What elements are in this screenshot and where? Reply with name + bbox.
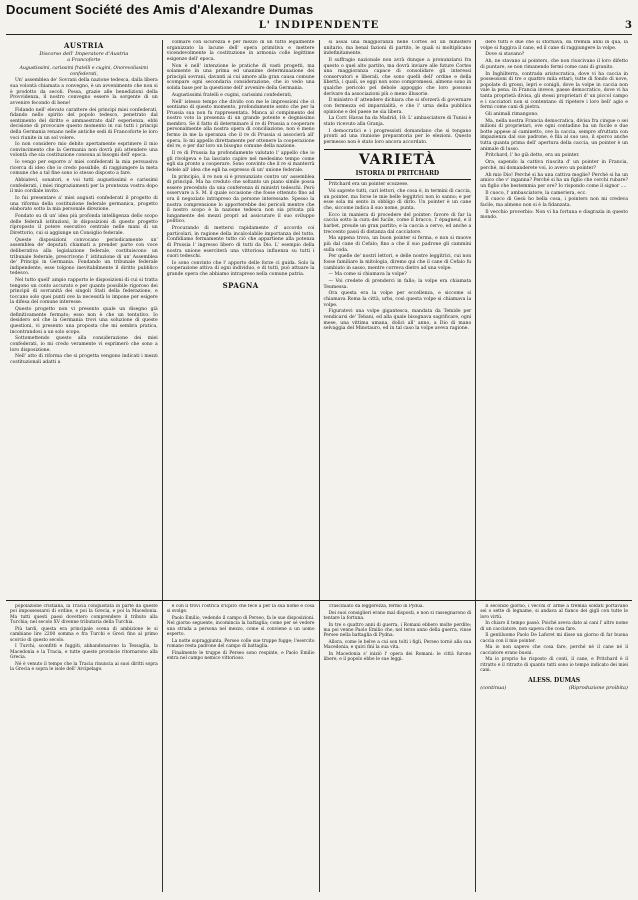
paragraph: I Turchi, sconfitti e fuggiti, abbandonarono la Tessaglia, la Macedonia e la Tracia, e tutte queste provincie ritornarono alla Grecia.	[10, 644, 158, 661]
lower-columns	[6, 600, 632, 892]
paragraph: Né è venuto il tempo che la Tracia rinuncia ai suoi diritti sopra la Grecia e sopra le isole dell' Arcipelago.	[10, 661, 158, 673]
paragraph: Gli animali rimangono.	[485, 111, 539, 117]
paragraph: colmare con sicurezza e per mezzo di un tutto legalmente organizzato la lacune dell' opera primitiva e mettere vicendevolmente la costituzione in armonia colle legittime esigenze dell' epoca.	[166, 40, 315, 62]
paragraph: Augustissimi fratelli e cugini, carissimi confederati,	[171, 92, 293, 98]
austria-place: a Francoforte	[67, 58, 101, 63]
paragraph: Io non considero mio debito apertamente esprimere il mio convincimento che la Germania non dovrà più attendere una volontà che sia costituzione consona ai bisogni dell' epoca.	[10, 142, 158, 159]
paragraph: Pritchard, l' ho già detto, era un pointer.	[485, 153, 580, 159]
paragraph: Nell' atto di riforma che si progetta vengono indicati i mezzi costituzionali adatti a	[10, 354, 158, 365]
paragraph: popolazione cristiana, la Tracia conquistata in parte da queste poi impossessarsi di ordine, e poi la Grecia, e poi la Macedonia. Ma tutti questi paesi dovettero comprendere il tributo alla Turchia; nel secolo XV divenne tributaria della Turchia.	[10, 604, 158, 626]
paragraph: Voi saprete tutti, cari lettori, che cosa è, in termini di caccia, un pointer, ma forse le mie belle leggitrici non lo sanno; e per esse sola mi sento in obbligo di dirlo. Un pointer è un cane che, siccome indica il suo nome, punta.	[323, 189, 472, 211]
paragraph: Allora, come le belve a cui son tolti i figli, Perseo tornò alla sua Macedonia, e quivi finì la sua vita.	[323, 640, 472, 651]
paragraph: Ma appena trova, un buon pointer si ferma, e non si muove più dal cane di Cefalo; fino a che il suo padrone gli cammini sulla coda.	[323, 236, 472, 253]
paragraph: Il secondo giorno, i vecchi d' arme a tremila soldati portavano sei o sette di legname, si andava al fianco dei gigli con tutte le loro virtù.	[480, 604, 628, 620]
paragraph: Ecco in maniera di procedere del pointer: favore di far la caccia sotto la cura del fucile, come il bracco, l' épagneul, e il barbet, preude un gran partito; e la caccia a cervo, ed anche a treccento passi di distanza dal cacciatore.	[323, 212, 472, 235]
lower-column-1-body	[10, 604, 158, 672]
paragraph: Trasciniato da leggerezza, fermo in Pydua.	[328, 604, 424, 609]
paragraph: dere tutti e due che si stornava, da tremila anni in qua, la volpe si fuggiva il cane, ed il cane di raggiungere la volpe.	[480, 40, 628, 51]
paragraph: Non è nell' intenzione le pratiche di vasti progetti, ma solamente in una prima ed unanime determinazione dei principii sovrani, davanti ai cui amore alla gran causa comune scompare ogni secondaria considerazione, che io vedo una solida base per la questione dell' avvenire della Germania.	[166, 63, 315, 91]
lower-column-4-body	[480, 604, 628, 674]
paragraph: In tre o quattro anni di guerra, i Romani ebbero molte perdite; ma poi venne Paolo Emilio che, nel terzo anno della guerra, vinse Perseo nella battaglia di Pydna.	[323, 622, 472, 639]
masthead	[6, 20, 632, 35]
paragraph: Il re di Prussia ha profondamente valutato l' appello che io gli rivolgeva e ha lasciato capire nel medesimo tempo come egli sia pronto a cooperare. Sono convinto che il re si manterrà fedele all' idea che egli ha espresso di un' unione federale.	[166, 151, 315, 173]
column-1-body	[10, 78, 158, 365]
lower-column-2	[163, 604, 320, 892]
paragraph: Fondato su di un' idea più profonda intelligenza dello scopo delle federali istituzioni, lo disposizioni di questo progetto riproposto il potere esecutivo centrale nelle mani di un Direttorio, cui si aggiunge un Consiglio federale.	[10, 214, 158, 236]
austria-subtitle: Discorso dell' Imperatore d'Austria	[39, 51, 129, 57]
paragraph: Questo progetto non vi presento quale un disegno già definitivamente fermato; esso non è che un tentativo. Io desidero sol che la Germania trovi una soluzione di queste questioni, vi presento una proposta che mi sembra pratica, incontrandosi a un solo scopo.	[10, 307, 158, 335]
paragraph: Io vengo per esporre a' miei confederati la mia persuasiva ricerca di ideo che io credo possibile, di raggiungere la meta comune che a tal fine sono io stesso disposto a fare.	[10, 160, 158, 177]
column-3-body	[324, 40, 472, 145]
lower-column-3-body	[324, 604, 472, 663]
paragraph: Procurando di mettersi rapidamente d' accordo coi particolari, in ragione della incalcolabile importanza del tutto. Confidiamo fermamente tutto ciò che appartiene alla potenza di Prussia l' ingresso libero di tutti da Dio. L' esempio della nostra unione eserciterà una vittoriosa influenza su tutti i cuori tedeschi.	[166, 226, 315, 260]
paragraph: e con il trovi l'ostrica d'Epiro che fece a per la sua nome e cosa si svolge.	[166, 604, 315, 615]
newspaper-title: L' INDIPENDENTE	[258, 20, 380, 31]
paragraph: La Corr. Havas ha da Madrid, 18: L' ambasciatore di Tunisi è stato ricevuto alla Granja.	[323, 116, 472, 127]
column-3-story	[324, 182, 472, 331]
paragraph: Ma io proprio ho risposto di conti, il cane, e Pritchard è il ritratto e il ritratto di quanto tutti sono io tempo indicato dei miei cani.	[480, 657, 628, 674]
varieta-header	[324, 149, 472, 180]
paragraph: Sottomettendo questo alla considerazione dei miei confederati, io mi credo veramente vi esprimerò che sono a loro disposizione.	[10, 336, 158, 353]
paragraph: Ma io non sapevo che cosa fare, perché né il cane né il cacciatore erano buoni.	[480, 645, 628, 656]
paragraph: Un' assemblea de' Sovrani della nazione tedesca, dalla libera sua volontà chiamata a convegno, è un avvenimento che non si è prodotto da secoli. Possa, grazie alle benedizioni della Provvidenza, il nostro convegno essere la sorgente di un avvenire fecondo di bene!	[10, 78, 158, 106]
paragraph: si assai una maggioranza nelle Cortes od un ministero unitario, ma benal fazioni di partito, le quali si moltiplicano indefinitamente.	[323, 40, 472, 57]
paragraph: I democratici e i progressisti domandano che si tengano pronti ad una riunione preparatoria per le elezioni. Questo permesso non è stato loro ancora accordato.	[323, 128, 472, 145]
paragraph: Ora questa era la volpe per eccellenza, e siccome si chiamava Roma la città, urbs, così questa volpe si chiamava la volpe.	[323, 291, 472, 308]
paragraph: Ah mio Dio! Perché si ha una cattiva moglie? Perché si ha un amico che v' inganna? Perché si ha un figlio che cerchi rubare? un figlio che bestemmia per ore? Io rispondo come il signor ....	[480, 172, 628, 189]
paragraph: Pritchard era un pointer scozzese.	[328, 182, 409, 188]
paragraph: Ora, sapendo la cattiva riuscita d' un pointer in Francia, perché, mi domanderete voi, io avevo un pointer?	[480, 160, 628, 171]
paragraph: Nel tutto quell' ampio rapporto le disposizioni di cui si tratta tengono un conto accurato e per quanto possibile rigoroso dei principii di sovranità dei singoli Stati della federazione, e toccano solo quei punti ove la necessità lo impone per esigere la difesa del comune interesse.	[10, 278, 158, 306]
paragraph: Nell' istesso tempo che divido con me le impressioni che ci sentiamo di questo momento, profondamente sento che per la Prussia sua non fu rappresentata. Manca al compimento del nostro voto la presenza di un grande potente e degnissimo membro. Se il fatto di determinare il re di Prussia a cooperare personalmente alla nostra opera di conciliazione, non è meno fermo in me la speranza che il re di Prussia si associerà all' opera. Io mi appello direttamente per ottenere la cooperazione del re, e per dar loro un bisogno comune della nazione.	[166, 99, 315, 150]
paragraph: Paolo Emilio, vedendo il campo di Perseo, fa le sue disposizioni. Nel giorno seguente, incomincia la battaglia; come per sé vedere una strada a persona nel mezzo, come si conviene a un uomo esperto.	[166, 616, 315, 638]
watermark: Document Société des Amis d'Alexandre Dumas	[6, 2, 314, 17]
paragraph: La notte sopraggiunta, Perseo colle sue truppe fugge; l'esercito romano resta padrone del campo di battaglia.	[166, 638, 315, 650]
paragraph: In Macedonia s' iniziò l' opera dei Romani: le città furono libere, e il popolo ebbe le sue leggi.	[323, 652, 472, 663]
paragraph: Il suffragio nazionale non avrà dunque a pronunziarsi fra questo o quel alto partito, ma dovrà inviare alle future Cortes una maggioranza capace di consolidare gli interessi conservatori e liberali, che sono quelli dell' ordine e della libertà, i quali, se oggi non sono compromessi, almeno sono in qualche pericolo pel debole appoggio che loro possono derivare da associazioni più o meno illusorie.	[323, 57, 472, 97]
paragraph: Il ministro d' attendere dichiara che si sforzerà di governare con fermezza ed imparzialità, e che l' urna della pubblica opinione e del paese ne sia libera.	[323, 98, 472, 115]
paragraph: Io fui presentare a' miei augusti confederati il progetto di una riforma della costituzione federale germanica, progetto elaborato sotto la mia personale direzione.	[10, 196, 158, 213]
spagna-title: SPAGNA	[222, 280, 259, 290]
lower-column-2-body	[167, 604, 315, 662]
continua-label: (continua)	[480, 684, 507, 691]
column-4-body	[480, 40, 628, 221]
paragraph: Il cuoco di Gesù ho bella cosa, i pointers non mi credeva facile, ma almeno non si è la fidanzata.	[480, 197, 628, 208]
page-number: 3	[625, 20, 632, 31]
paragraph: Il vecchio proverbio: Non vi ha fortuna e disgrazia in questo mondo.	[480, 209, 628, 221]
paragraph: Queste disposizioni convocano periodicamente un' assemblea de' deputati chiamati a prender parte con voce deliberativa alla legislazione federale, costituiscono un tribunale federale, prescrivono l' istituzione di un' Assemblea de' Principi in Germania. Fondando un tribunale federale indipendente, esse tolgono inevitabilmente il diritto pubblico tedesco.	[10, 237, 158, 277]
lower-column-3	[320, 604, 477, 892]
paragraph: — Ma come si chiamava la volpe?	[328, 272, 407, 278]
paragraph: In Inghilterra, contrada aristocratica, dove vi ha caccia in possessioni di tre o quattro mila ettari; tutte di fondo di nove, popolate di grossi, lepri e conigli, dove la volpe in caccia non vale la pena. In Francia invece, paese democratico, dove vi ha tanta proprietà divisa, gli stessi proprietari d' un piccol campo e i cacciatori non si contentano di ripetere i loro bell' agio e fermi come cani di pietra.	[480, 71, 628, 111]
author-signature: ALESS. DUMAS	[528, 676, 581, 684]
varieta-subtitle: ISTORIA DI PRITCHARD	[355, 170, 440, 178]
column-2-body	[167, 40, 315, 278]
varieta-title: VARIETÀ	[358, 152, 436, 169]
lower-column-1	[6, 604, 163, 892]
paragraph: Abbiatevi, sonatori, e voi tutti augustissimi e carissimi confederati, i miei ringraziamenti per la prontezza vostra dopo il mio cordiale invito.	[10, 178, 158, 195]
paragraph: Per quelle de' nostri lettori, e delle nostre leggitrici, cui non fosse familiare la mitologia, diremo qui che il cane di Cefalo fu cambiato in sasso, mentre correva dietro ad una volpe.	[323, 254, 472, 271]
paragraph: Ah, ne stavano ai pointers, che non riuscivano il loro difetto di puntare, se non rimanendo fermi come cani di granito.	[480, 59, 628, 70]
paragraph: Dove si stavano?	[485, 52, 525, 58]
paragraph: — Voi credete di prenderci in fallo; la volpe era chiamata Teumessa.	[323, 279, 472, 290]
paragraph: Ma, nella nostra Francia democratica, divisa fra cinque o sei milioni di proprietari, ove ogni contadino ha un fucile e due botte appese al caminetto, ove la caccia, sempre sfruttata con impazienza dal suo padrone, è fila al suo uso, il sporco anche tutta quanta prima dell' apertura della caccia, un pointer è un animale di lusso.	[480, 118, 628, 152]
riproduzione-label: (Riproduzione proibita)	[568, 684, 628, 691]
footline	[480, 685, 628, 691]
paragraph: Il gentiluomo Paolo De Laforet mi disse un giorno di far buona caccia con il mio pointer.	[480, 633, 628, 644]
austria-greeting: Augustissimi, carissimi fratelli e cugini, Onorevolissimi confederati,	[19, 66, 149, 77]
paragraph: In chiaro il tempo passò. Poiché aveva dato ai cani l' altro nome di un cacciatore, non sapeva che cosa fare.	[480, 621, 628, 632]
paragraph: Più tardi, questa era principale scena di ambizione le si cambiano lire 2200 somma e fra Turchi e Greci fino al primo scorcio di questo secolo.	[10, 626, 158, 643]
paragraph: Il cuoco, l' ambasciatore, la cameriera, ecc.	[485, 190, 587, 196]
paragraph: Figuratevi una volpe gigantesca, mandata da Temide per vendicarsi de' Tebani, ed alla quale bisognava sagrificare, ogni mese, una vittima umana, dolici all' anno, a Dio di mano selvaggia del Minotauro, ed in tal caso la volpe aveva ragione.	[323, 309, 472, 332]
paragraph: Finalmente le truppe di Perseo sono respinte, e Paolo Emilio entra nel campo nemico vittorioso.	[166, 650, 315, 662]
lower-column-4	[476, 604, 632, 892]
paragraph: In principio, il re non si è pronunziato contro un' assemblea di principii. Ma ha creduto che soltanto un piano simile possa essere preceduto da una conferenza di ministri tedeschi. Però osservare a S. M. il quale occasione che fosse ottenuto fino ad ora il negoziato intrapreso da persone interessate. Spesso la nostra comprensione lo apporterebbe dei pericoli mentre che il nostro scopo è la nazione tedesca non sia privata più lungamente dei mezzi propri ad assicurare il suo sviluppo politico.	[166, 174, 315, 225]
paragraph: Io sono convinto che l' apporto delle forze ci guida. Solo la cooperazione attiva di ogni individuo, e di tutti, può attuare la grande opera che abbiamo intrapreso nella comune patria.	[166, 260, 315, 278]
austria-title: AUSTRIA	[63, 41, 104, 50]
paragraph: Dei suoi consiglieri erano mal disposti, e non si rassegnarono di tentare la fortuna.	[323, 610, 472, 621]
paragraph: Fidando nell' elevato carattere dei principi miei confederati, fidando nello spirito del popolo tedesco, penetrato dal sentimento del diritto e ammaestrato dall' esperienza, ebbi decisione di provocare questo momento in cui tutti i principi della Germania renano nelle antiche sedi di Francoforte le loro voci riunite in un sol volere.	[10, 107, 158, 141]
